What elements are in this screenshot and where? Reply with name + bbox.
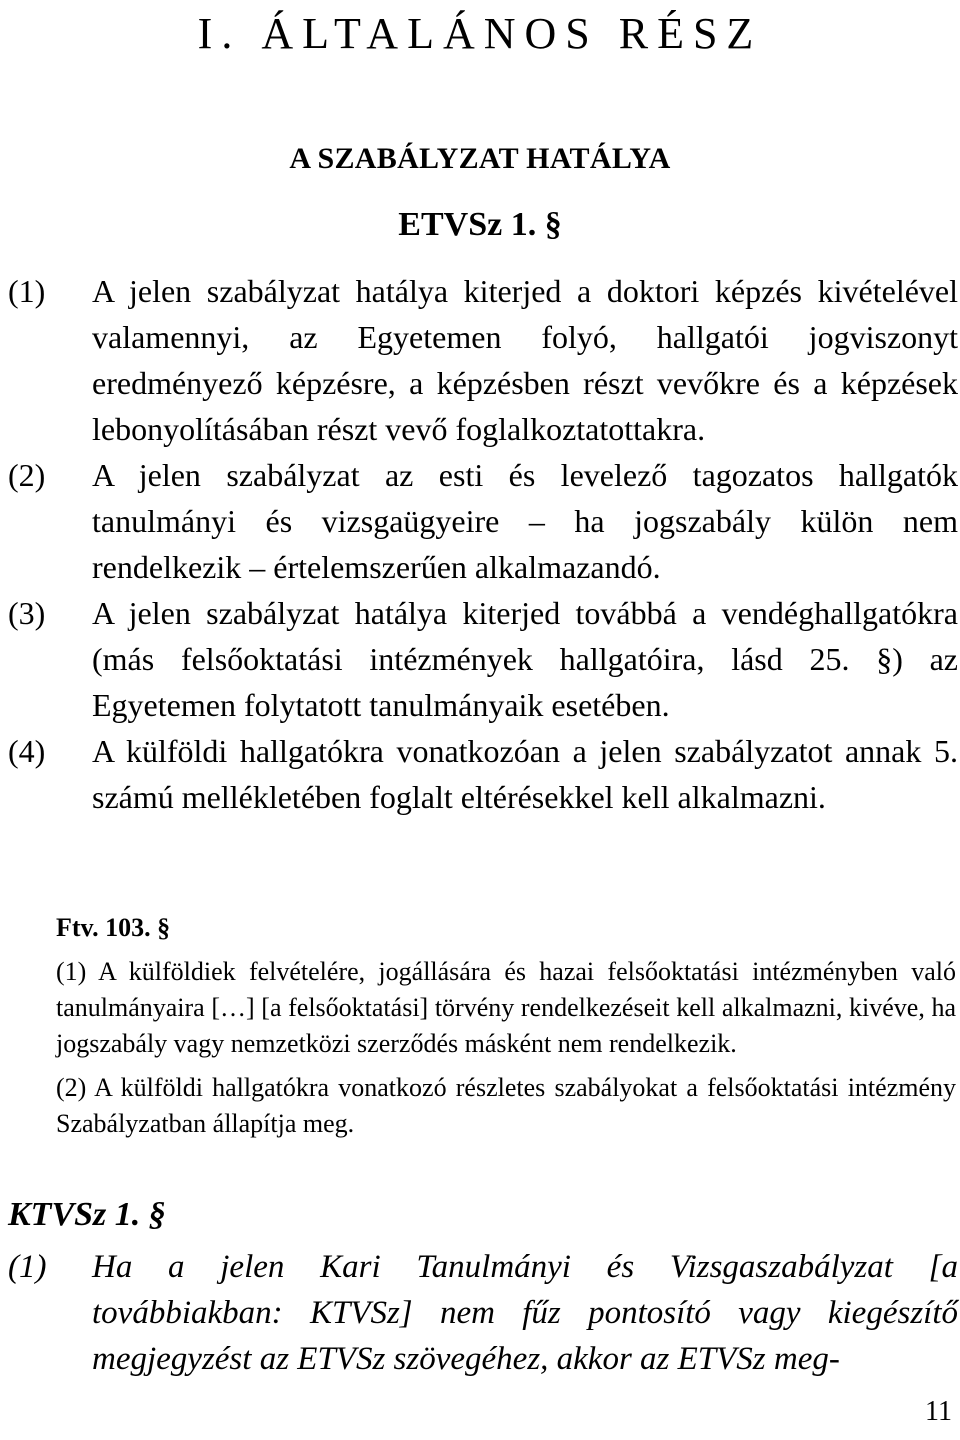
- paragraph-text: A külföldi hallgatókra vonatkozóan a jelen szabályzatot annak 5. számú mellékletében foglalt eltérésekkel kell alkalmazni.: [92, 733, 958, 815]
- paragraph-text: Ha a jelen Kari Tanulmányi és Vizsgaszabályzat [a továbbiakban: KTVSz] nem fűz pontosító vagy kiegészítő megjegyzést az ETVSz szövegéhez, akkor az ETVSz meg-: [92, 1249, 958, 1377]
- ftv-paragraph-2: (2) A külföldi hallgatókra vonatkozó részletes szabályokat a felsőoktatási intézmény Szabályzatban állapítja meg.: [56, 1073, 956, 1138]
- etvsz-paragraph-2: [8, 452, 958, 590]
- section-heading: A SZABÁLYZAT HATÁLYA: [289, 142, 671, 175]
- paragraph-text: A jelen szabályzat hatálya kiterjed a doktori képzés kivételével valamennyi, az Egyetemen folyó, hallgatói jogviszonyt eredményező képzésre, a képzésben részt vevőkre és a képzések lebonyolításában részt vevő foglalkoztatottakra.: [92, 273, 958, 447]
- article-heading-etvsz: ETVSz 1. §: [398, 206, 562, 243]
- paragraph-number: (1): [8, 273, 46, 309]
- paragraph-number: (1): [8, 1249, 47, 1285]
- ftv-heading: Ftv. 103. §: [56, 913, 171, 942]
- article-heading-ktvsz: KTVSz 1. §: [8, 1196, 166, 1233]
- etvsz-paragraph-3: [8, 590, 958, 728]
- page-title: I. ÁLTALÁNOS RÉSZ: [197, 9, 763, 58]
- paragraph-number: (3): [8, 595, 46, 631]
- paragraph-number: (4): [8, 733, 46, 769]
- etvsz-paragraph-list: [8, 268, 958, 820]
- ftv-paragraph-1: (1) A külföldiek felvételére, jogállására és hazai felsőoktatási intézményben való tanulmányaira […] [a felsőoktatási] törvény rendelkezéseit kell alkalmazni, kivéve, ha jogszabály vagy nemzetközi szerződés másként nem rendelkezik.: [56, 957, 956, 1058]
- etvsz-paragraph-1: [8, 268, 958, 452]
- paragraph-text: A jelen szabályzat az esti és levelező tagozatos hallgatók tanulmányi és vizsgaügyeire – ha jogszabály külön nem rendelkezik – értelemszerűen alkalmazandó.: [92, 457, 958, 585]
- paragraph-number: (2): [8, 457, 46, 493]
- etvsz-paragraph-4: [8, 728, 958, 820]
- ktvsz-paragraph-1: [8, 1244, 958, 1382]
- paragraph-text: A jelen szabályzat hatálya kiterjed továbbá a vendéghallgatókra (más felsőoktatási intézmények hallgatóira, lásd 25. §) az Egyetemen folytatott tanulmányaik esetében.: [92, 595, 958, 723]
- ktvsz-paragraph-list: [8, 1244, 958, 1382]
- page-number: 11: [925, 1396, 952, 1427]
- ftv-quote-block: [56, 908, 956, 1150]
